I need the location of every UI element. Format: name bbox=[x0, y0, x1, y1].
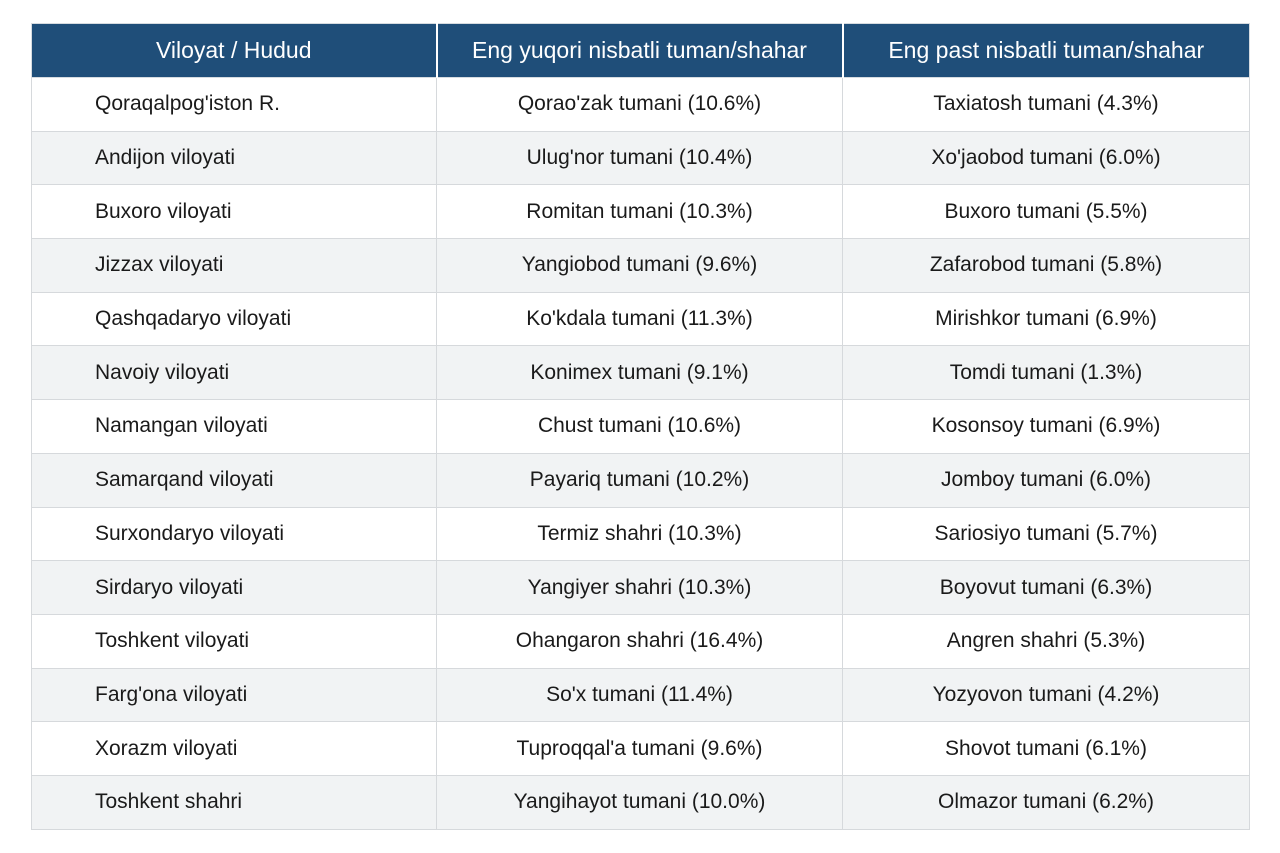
cell-highest: Tuproqqal'a tumani (9.6%) bbox=[437, 722, 843, 776]
cell-region: Toshkent viloyati bbox=[32, 614, 437, 668]
table-body bbox=[32, 78, 1250, 830]
cell-highest: Chust tumani (10.6%) bbox=[437, 400, 843, 454]
table-row bbox=[32, 185, 1250, 239]
cell-region: Farg'ona viloyati bbox=[32, 668, 437, 722]
cell-lowest: Jomboy tumani (6.0%) bbox=[843, 453, 1250, 507]
cell-region: Namangan viloyati bbox=[32, 400, 437, 454]
cell-region: Jizzax viloyati bbox=[32, 239, 437, 293]
table-row bbox=[32, 346, 1250, 400]
header-row bbox=[32, 24, 1250, 78]
cell-lowest: Angren shahri (5.3%) bbox=[843, 614, 1250, 668]
header-highest: Eng yuqori nisbatli tuman/shahar bbox=[437, 24, 843, 78]
cell-region: Surxondaryo viloyati bbox=[32, 507, 437, 561]
header-region: Viloyat / Hudud bbox=[32, 24, 437, 78]
cell-lowest: Mirishkor tumani (6.9%) bbox=[843, 292, 1250, 346]
table-row bbox=[32, 668, 1250, 722]
table-row bbox=[32, 78, 1250, 132]
cell-highest: Qorao'zak tumani (10.6%) bbox=[437, 78, 843, 132]
table-row bbox=[32, 775, 1250, 829]
cell-highest: Yangiobod tumani (9.6%) bbox=[437, 239, 843, 293]
table-row bbox=[32, 722, 1250, 776]
data-table-container bbox=[31, 23, 1249, 830]
cell-lowest: Zafarobod tumani (5.8%) bbox=[843, 239, 1250, 293]
cell-lowest: Taxiatosh tumani (4.3%) bbox=[843, 78, 1250, 132]
table-row bbox=[32, 292, 1250, 346]
table-header bbox=[32, 24, 1250, 78]
cell-highest: Yangiyer shahri (10.3%) bbox=[437, 561, 843, 615]
cell-region: Qashqadaryo viloyati bbox=[32, 292, 437, 346]
cell-region: Toshkent shahri bbox=[32, 775, 437, 829]
cell-highest: Ko'kdala tumani (11.3%) bbox=[437, 292, 843, 346]
cell-lowest: Yozyovon tumani (4.2%) bbox=[843, 668, 1250, 722]
cell-highest: Ulug'nor tumani (10.4%) bbox=[437, 131, 843, 185]
cell-highest: Payariq tumani (10.2%) bbox=[437, 453, 843, 507]
cell-highest: Konimex tumani (9.1%) bbox=[437, 346, 843, 400]
cell-region: Buxoro viloyati bbox=[32, 185, 437, 239]
table-row bbox=[32, 507, 1250, 561]
cell-lowest: Kosonsoy tumani (6.9%) bbox=[843, 400, 1250, 454]
cell-region: Andijon viloyati bbox=[32, 131, 437, 185]
cell-region: Qoraqalpog'iston R. bbox=[32, 78, 437, 132]
cell-lowest: Tomdi tumani (1.3%) bbox=[843, 346, 1250, 400]
cell-region: Samarqand viloyati bbox=[32, 453, 437, 507]
table-row bbox=[32, 561, 1250, 615]
cell-highest: So'x tumani (11.4%) bbox=[437, 668, 843, 722]
cell-lowest: Sariosiyo tumani (5.7%) bbox=[843, 507, 1250, 561]
cell-highest: Yangihayot tumani (10.0%) bbox=[437, 775, 843, 829]
cell-lowest: Buxoro tumani (5.5%) bbox=[843, 185, 1250, 239]
table-row bbox=[32, 400, 1250, 454]
cell-highest: Romitan tumani (10.3%) bbox=[437, 185, 843, 239]
cell-lowest: Shovot tumani (6.1%) bbox=[843, 722, 1250, 776]
cell-region: Navoiy viloyati bbox=[32, 346, 437, 400]
cell-region: Xorazm viloyati bbox=[32, 722, 437, 776]
table-row bbox=[32, 239, 1250, 293]
cell-lowest: Boyovut tumani (6.3%) bbox=[843, 561, 1250, 615]
cell-lowest: Olmazor tumani (6.2%) bbox=[843, 775, 1250, 829]
district-ratio-table bbox=[31, 23, 1250, 830]
table-row bbox=[32, 453, 1250, 507]
cell-highest: Termiz shahri (10.3%) bbox=[437, 507, 843, 561]
cell-highest: Ohangaron shahri (16.4%) bbox=[437, 614, 843, 668]
header-lowest: Eng past nisbatli tuman/shahar bbox=[843, 24, 1250, 78]
cell-lowest: Xo'jaobod tumani (6.0%) bbox=[843, 131, 1250, 185]
table-row bbox=[32, 131, 1250, 185]
table-row bbox=[32, 614, 1250, 668]
cell-region: Sirdaryo viloyati bbox=[32, 561, 437, 615]
